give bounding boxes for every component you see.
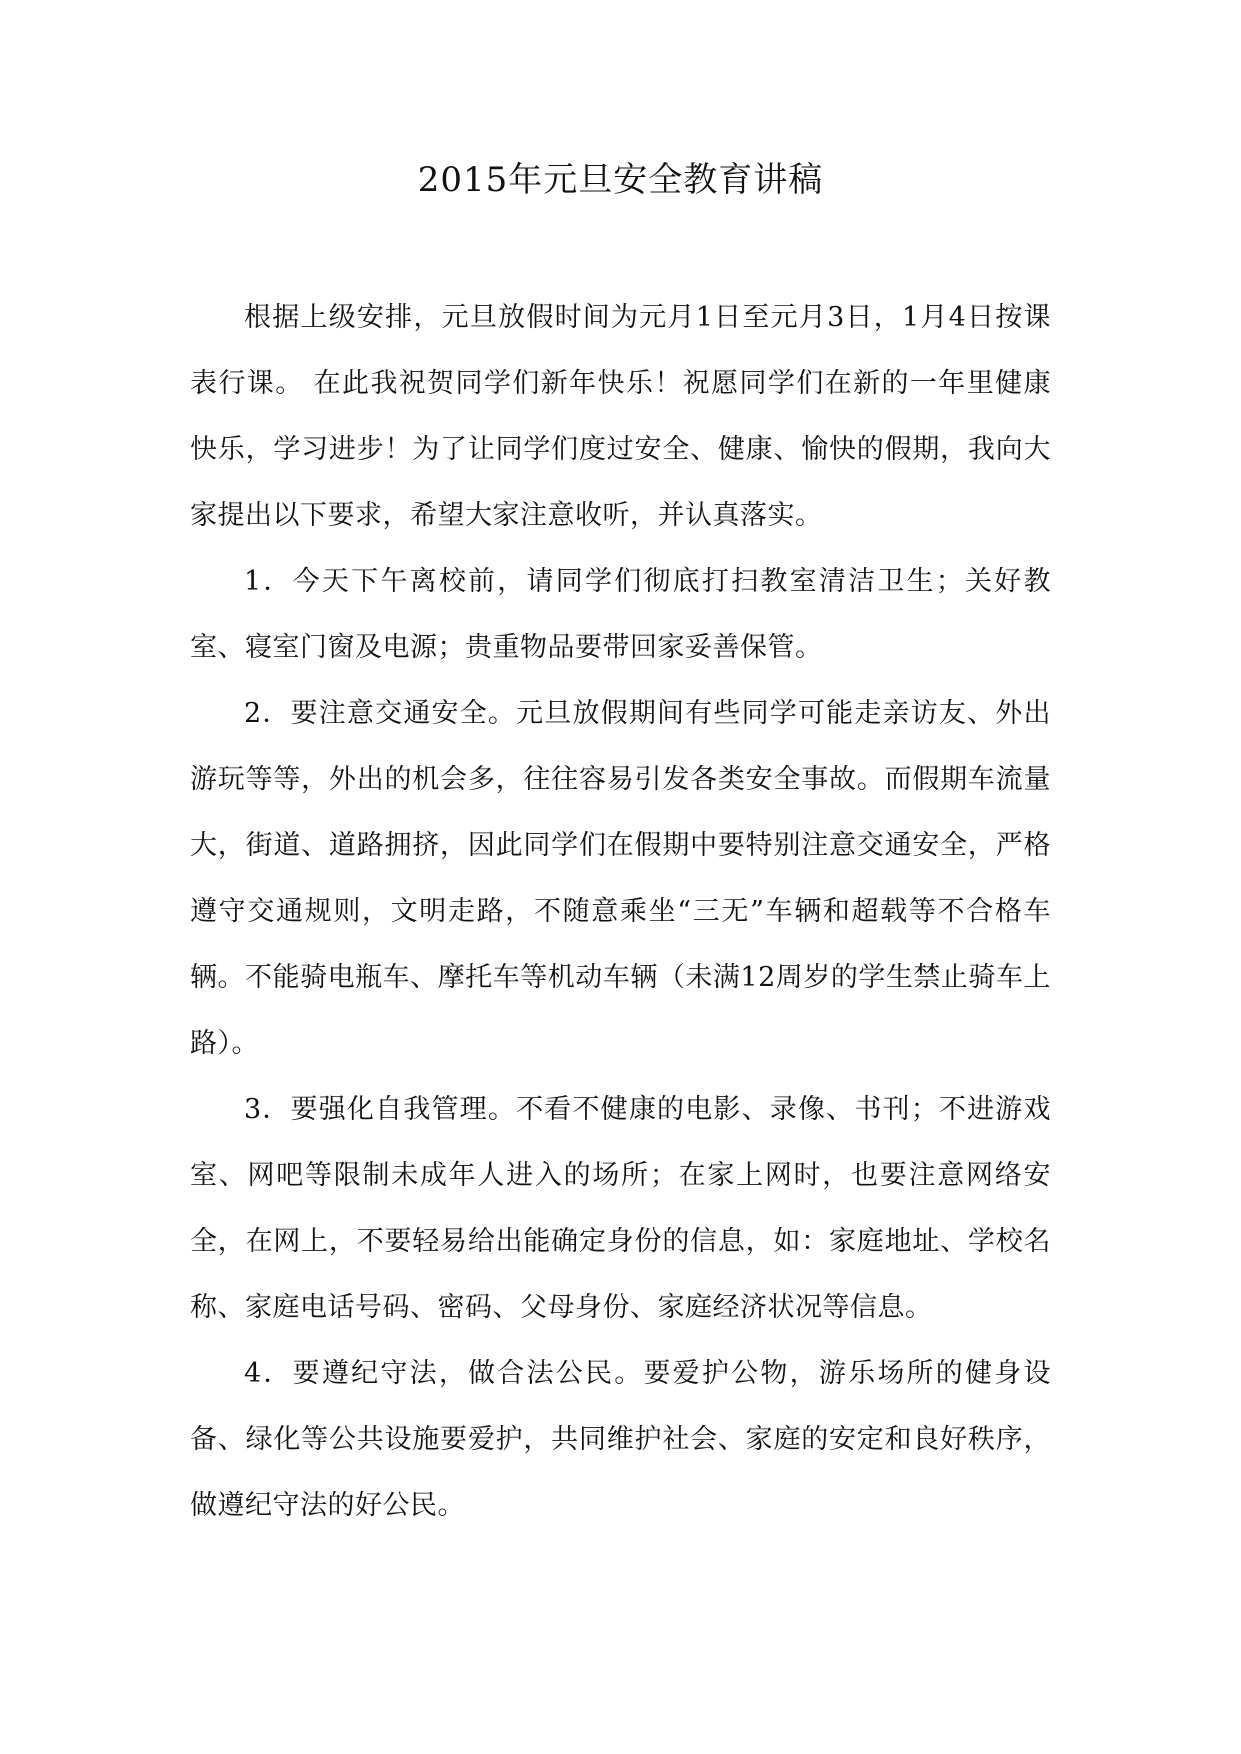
paragraph-item-3: 3．要强化自我管理。不看不健康的电影、录像、书刊；不进游戏室、网吧等限制未成年人进入的场所；在家上网时，也要注意网络安全，在网上，不要轻易给出能确定身份的信息，如：家庭地址、学校名称、家庭电话号码、密码、父母身份、家庭经济状况等信息。 <box>190 1094 1051 1323</box>
document-title: 2015年元旦安全教育讲稿 <box>417 160 824 200</box>
paragraph-item-1: 1．今天下午离校前，请同学们彻底打扫教室清洁卫生；关好教室、寝室门窗及电源；贵重物品要带回家妥善保管。 <box>190 566 1051 663</box>
paragraph-item-4: 4．要遵纪守法，做合法公民。要爱护公物，游乐场所的健身设备、绿化等公共设施要爱护，共同维护社会、家庭的安定和良好秩序，做遵纪守法的好公民。 <box>190 1358 1051 1521</box>
paragraph-intro: 根据上级安排，元旦放假时间为元月1日至元月3日，1月4日按课表行课。 在此我祝贺同学们新年快乐！祝愿同学们在新的一年里健康快乐，学习进步！为了让同学们度过安全、健康、愉快的假期，我向大家提出以下要求，希望大家注意收听，并认真落实。 <box>190 302 1051 531</box>
document-body <box>190 285 1051 1539</box>
paragraph-item-2: 2．要注意交通安全。元旦放假期间有些同学可能走亲访友、外出游玩等等，外出的机会多，往往容易引发各类安全事故。而假期车流量大，街道、道路拥挤，因此同学们在假期中要特别注意交通安全，严格遵守交通规则，文明走路，不随意乘坐“三无”车辆和超载等不合格车辆。不能骑电瓶车、摩托车等机动车辆（未满12周岁的学生禁止骑车上路）。 <box>190 698 1051 1059</box>
